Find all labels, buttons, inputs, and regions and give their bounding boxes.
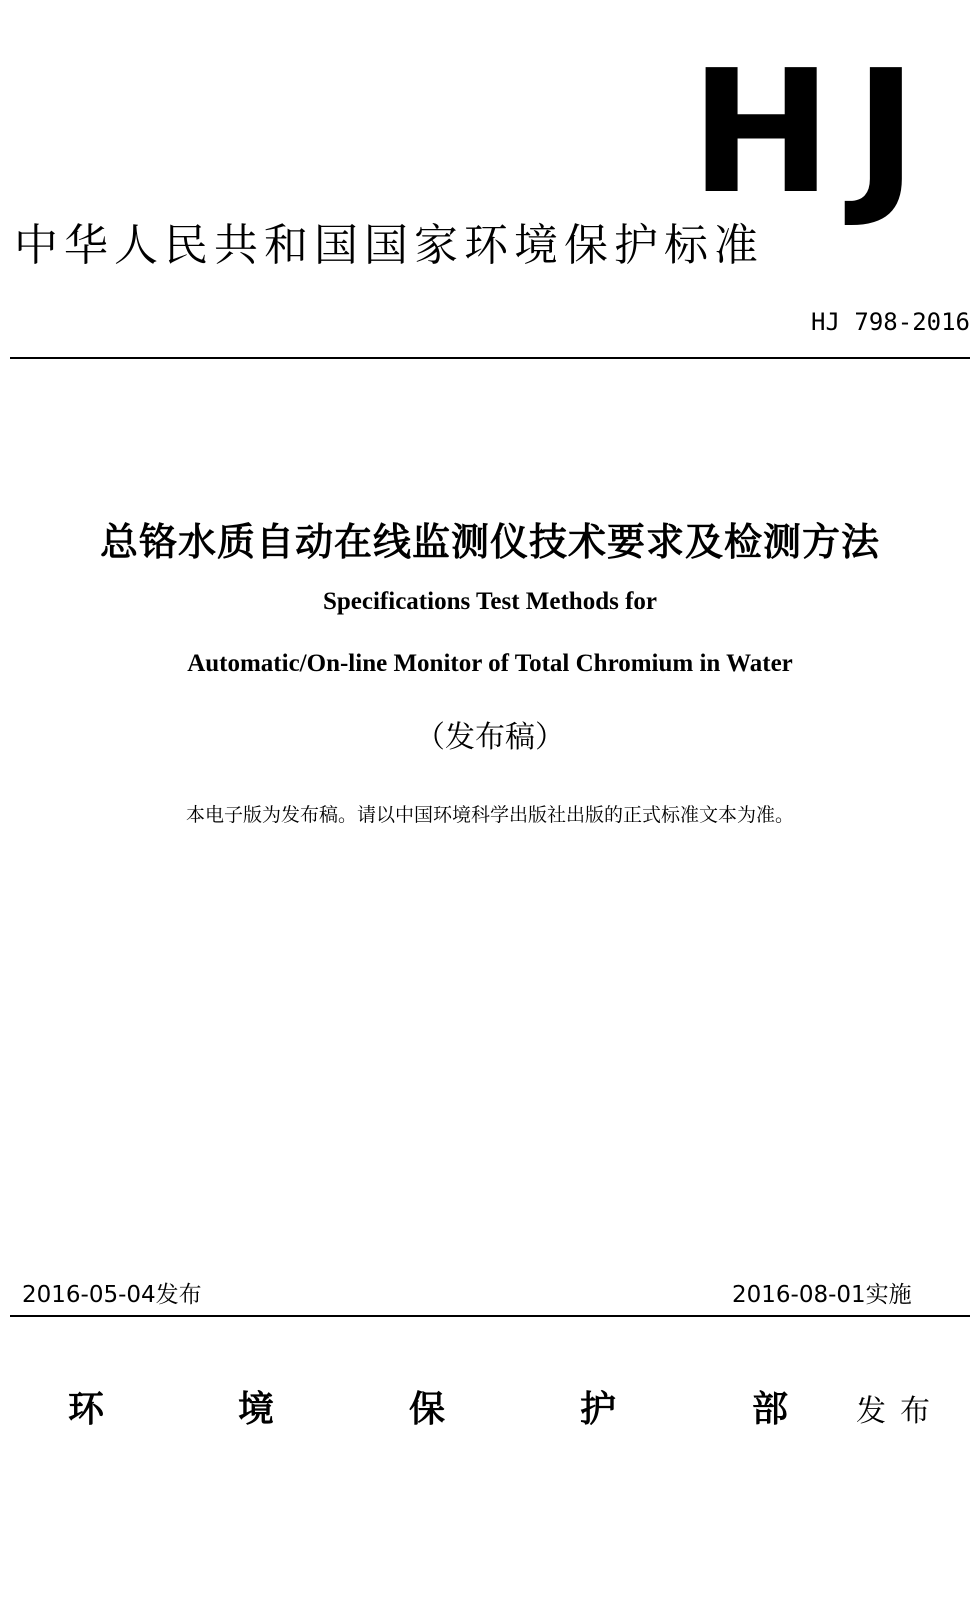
implementation-date: 2016-08-01实施	[732, 1282, 912, 1308]
hj-logo: HJ	[690, 34, 940, 232]
release-date: 2016-05-04发布	[22, 1282, 202, 1308]
header-divider	[10, 357, 970, 359]
document-title-english-line2: Automatic/On-line Monitor of Total Chromium in Water	[187, 650, 793, 677]
publish-label: 发布	[856, 1394, 944, 1429]
issuer-char: 保	[409, 1388, 446, 1430]
standard-code: HJ 798-2016	[811, 308, 970, 336]
issuer-char: 境	[238, 1388, 275, 1430]
issuer-char: 护	[580, 1388, 617, 1430]
footer-divider	[10, 1315, 970, 1317]
document-title-english-line1: Specifications Test Methods for	[322, 588, 658, 615]
draft-label: （发布稿）	[415, 720, 565, 755]
document-title-chinese: 总铬水质自动在线监测仪技术要求及检测方法	[99, 520, 880, 564]
issuer-char: 环	[68, 1388, 105, 1430]
standard-organization-title: 中华人民共和国国家环境保护标准	[14, 220, 764, 271]
electronic-version-notice: 本电子版为发布稿。请以中国环境科学出版社出版的正式标准文本为准。	[185, 804, 794, 826]
issuer-char: 部	[752, 1388, 789, 1430]
